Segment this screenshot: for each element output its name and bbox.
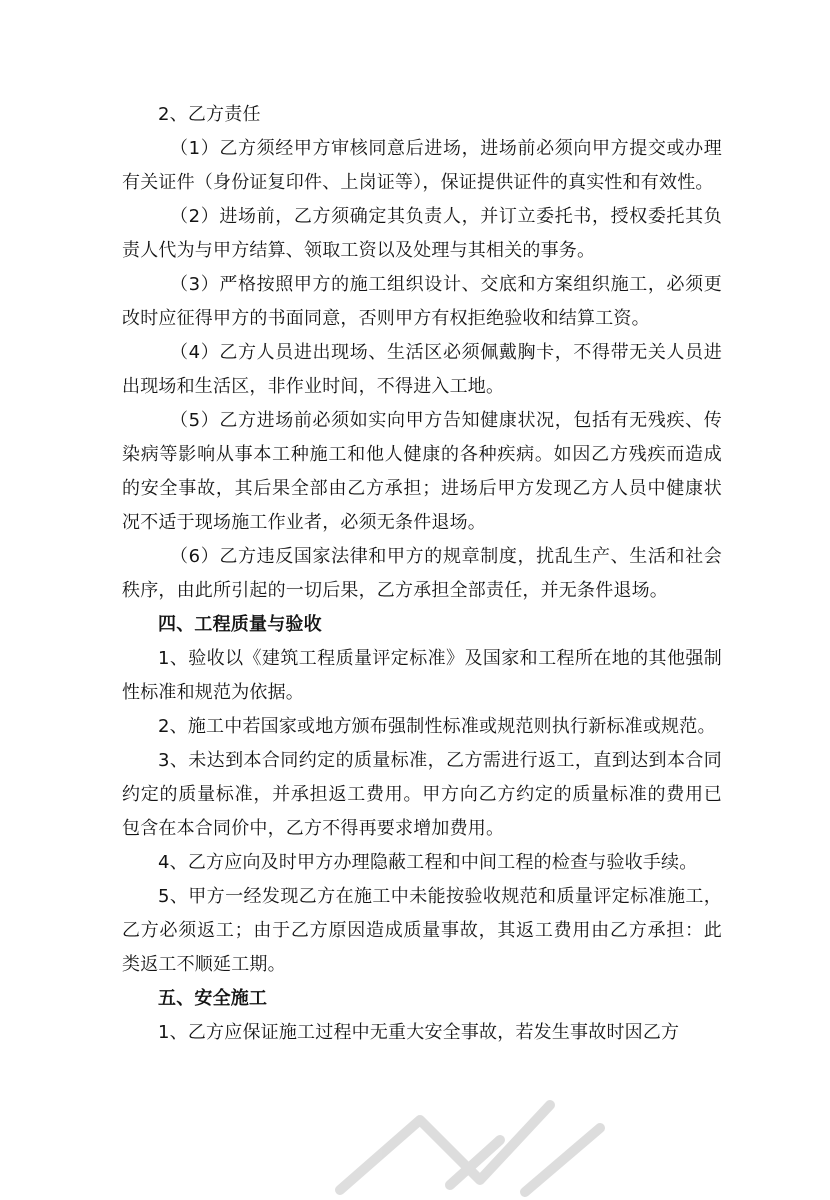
paragraph-clause-4: （4）乙方人员进出现场、生活区必须佩戴胸卡，不得带无关人员进出现场和生活区，非作业时间，不得进入工地。 (122, 342, 722, 397)
section-heading-safety: 五、安全施工 (158, 988, 268, 1009)
paragraph-clause-3: （3）严格按照甲方的施工组织设计、交底和方案组织施工，必须更改时应征得甲方的书面同意，否则甲方有权拒绝验收和结算工资。 (122, 274, 722, 329)
paragraph-quality-1: 1、验收以《建筑工程质量评定标准》及国家和工程所在地的其他强制性标准和规范为依据。 (122, 648, 722, 703)
paragraph-quality-3: 3、未达到本合同约定的质量标准，乙方需进行返工，直到达到本合同约定的质量标准，并承担返工费用。甲方向乙方约定的质量标准的费用已包含在本合同价中，乙方不得再要求增加费用。 (122, 750, 722, 839)
paragraph-party-b-responsibility-title: 2、乙方责任 (158, 104, 261, 125)
watermark-graphic (300, 1080, 620, 1200)
paragraph-quality-4: 4、乙方应向及时甲方办理隐蔽工程和中间工程的检查与验收手续。 (158, 852, 698, 873)
paragraph-clause-2: （2）进场前，乙方须确定其负责人，并订立委托书，授权委托其负责人代为与甲方结算、领取工资以及处理与其相关的事务。 (122, 206, 722, 261)
document-body (122, 98, 722, 1050)
paragraph-clause-5: （5）乙方进场前必须如实向甲方告知健康状况，包括有无残疾、传染病等影响从事本工种施工和他人健康的各种疾病。如因乙方残疾而造成的安全事故，其后果全部由乙方承担；进场后甲方发现乙方人员中健康状况不适于现场施工作业者，必须无条件退场。 (122, 410, 722, 533)
section-heading-quality: 四、工程质量与验收 (158, 614, 322, 635)
paragraph-quality-5: 5、甲方一经发现乙方在施工中未能按验收规范和质量评定标准施工，乙方必须返工；由于乙方原因造成质量事故，其返工费用由乙方承担：此类返工不顺延工期。 (122, 886, 722, 975)
paragraph-quality-2: 2、施工中若国家或地方颁布强制性标准或规范则执行新标准或规范。 (158, 716, 716, 737)
paragraph-safety-1: 1、乙方应保证施工过程中无重大安全事故，若发生事故时因乙方 (158, 1022, 680, 1043)
paragraph-clause-1: （1）乙方须经甲方审核同意后进场，进场前必须向甲方提交或办理有关证件（身份证复印件、上岗证等），保证提供证件的真实性和有效性。 (122, 138, 722, 193)
paragraph-clause-6: （6）乙方违反国家法律和甲方的规章制度，扰乱生产、生活和社会秩序，由此所引起的一切后果，乙方承担全部责任，并无条件退场。 (122, 546, 722, 601)
